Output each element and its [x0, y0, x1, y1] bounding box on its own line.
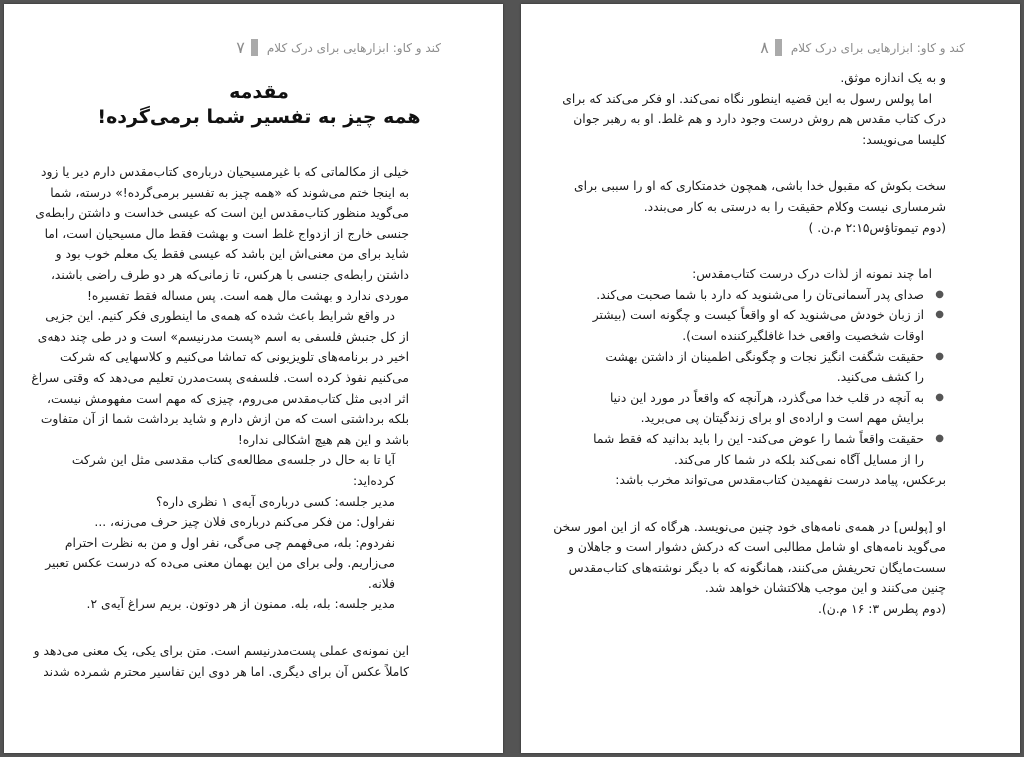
- text-line: کلیسا می‌نویسد:: [862, 132, 946, 147]
- bullet-icon: ●: [935, 391, 944, 403]
- text-line: برعکس، پیامد درست نفهمیدن کتاب‌مقدس می‌تواند مخرب باشد:: [615, 473, 946, 488]
- running-header: [760, 38, 965, 57]
- running-header: [236, 38, 441, 57]
- quote-reference: (دوم تیموتاؤس۲:۱۵ م.ن. ): [808, 220, 946, 235]
- chapter-subtitle: همه چیز به تفسیر شما برمی‌گرده!: [97, 106, 421, 128]
- quote-line: می‌گوید نامه‌های او شامل مطالبی است که درکش دشوار است و جاهلان و: [567, 540, 946, 555]
- bullet-text: به آنچه در قلب خدا می‌گذرد، هرآنچه که واقعاً در مورد این دنیا: [609, 390, 924, 405]
- dialogue-line: مدیر جلسه: کسی درباره‌ی آیه‌ی ۱ نظری داره؟: [155, 494, 395, 509]
- dialogue-line: می‌زاریم. ولی برای من این بهمان معنی می‌ده که درست عکس تعبیر: [45, 556, 395, 571]
- text-line: کرده‌اید:: [353, 473, 395, 488]
- quote-line: سست‌مایگان تحریفش می‌کنند، همانگونه که با دیگر نوشته‌های کتاب‌مقدس: [568, 560, 946, 575]
- text-line: شاید برای من معنی‌اش این باشد که عیسی فقط یک معلم خوب بود و: [55, 247, 409, 262]
- running-header-text: کند و کاو: ابزارهایی برای درک کلام: [790, 40, 965, 55]
- text-line: اثر ادبی مثل کتاب‌مقدس می‌روم، چیزی که مهم است مفهومش نیست،: [47, 391, 409, 406]
- quote-line: چنین می‌کنند و این موجب هلاکتشان خواهد شد.: [704, 581, 946, 596]
- page-number: ۸: [760, 38, 769, 57]
- bullet-item: [604, 388, 946, 409]
- text-line: اما پولس رسول به این قضیه اینطور نگاه نمی‌کند. او فکر می‌کند که برای: [562, 91, 932, 106]
- bullet-continuation: را از مسایل آگاه نمی‌کند بلکه در شما کار می‌کند.: [674, 452, 924, 467]
- paragraph-gap: [73, 615, 409, 641]
- text-line: خیلی از مکالماتی که با غیرمسیحیان درباره‌ی کتاب‌مقدس دارم دیر یا زود: [40, 165, 409, 179]
- bullet-text: حقیقت شگفت انگیز نجات و چگونگی اطمینان از داشتن بهشت: [605, 349, 924, 364]
- left-page: [4, 4, 503, 753]
- text-line: باشد و این هم هیچ اشکالی نداره!: [237, 432, 409, 447]
- text-line: این نمونه‌ی عملی پست‌مدرنیسم است. متن برای یکی، یک معنی می‌دهد و: [33, 644, 409, 659]
- bullet-icon: ●: [935, 309, 944, 321]
- running-header-text: کند و کاو: ابزارهایی برای درک کلام: [266, 40, 441, 55]
- chapter-titles: [79, 80, 439, 130]
- paragraph-gap: [604, 150, 946, 176]
- paragraph-gap: [604, 491, 946, 517]
- text-line: بلکه برداشتی است که من ازش دارم و شاید برداشت شما از آن متفاوت: [40, 412, 409, 427]
- bullet-text: از زبان خودش می‌شنوید که او واقعاً کیست و چگونه است (بیشتر: [592, 308, 924, 323]
- bullet-continuation: اوقات شخصیت واقعی خدا غافلگیرکننده است).: [682, 328, 924, 343]
- text-line: موردی ندارد و بهشت مال همه است. پس مساله فقط تفسیره!: [86, 288, 409, 303]
- right-page: [521, 4, 1020, 753]
- text-line: به اینجا ختم می‌شوند که «همه چیز به تفسیر برمی‌گرده!» درسته، شما: [50, 185, 409, 200]
- dialogue-line: فلانه.: [367, 576, 395, 591]
- text-line: درک کتاب مقدس هم روش درست وجود دارد و هم غلط. او به رهبر جوان: [573, 112, 946, 127]
- dialogue-line: نفراول: من فکر می‌کنم درباره‌ی فلان چیز حرف می‌زنه، ...: [94, 515, 395, 530]
- bullet-icon: ●: [935, 288, 944, 300]
- bullet-text: صدای پدر آسمانی‌تان را می‌شنوید که دارد با شما صحبت می‌کند.: [596, 287, 924, 302]
- quote-line: او [پولس] در همه‌ی نامه‌های خود چنین می‌نویسد. هرگاه که از این امور سخن: [553, 519, 946, 534]
- bullet-item: [596, 285, 946, 306]
- text-line: می‌کنیم نفوذ کرده است. فلسفه‌ی پست‌مدرن تعلیم می‌دهد که وقتی سراغ: [31, 370, 409, 385]
- bullet-continuation: برایش مهم است و اراده‌ی او برای زندگیتان پی می‌برید.: [640, 411, 924, 426]
- bullet-item: [593, 429, 946, 450]
- text-line: می‌گوید منظور کتاب‌مقدس این است که عیسی خداست و داشتن رابطه‌ی: [35, 206, 409, 221]
- header-bar: [251, 39, 258, 56]
- bullet-icon: ●: [935, 350, 944, 362]
- dialogue-line: مدیر جلسه: بله، بله. ممنون از هر دوتون. بریم سراغ آیه‌ی ۲.: [86, 597, 395, 612]
- quote-line: شرمساری نیست وکلام حقیقت را به درستی به کار می‌بندد.: [643, 199, 946, 214]
- bullet-icon: ●: [935, 432, 944, 444]
- bullet-continuation: را کشف می‌کنید.: [836, 370, 924, 385]
- page-number: ۷: [236, 38, 245, 57]
- body-text: [31, 162, 409, 682]
- chapter-title: مقدمه: [229, 81, 289, 103]
- text-line: و به یک اندازه موثق.: [840, 71, 946, 85]
- text-line: داشتن رابطه‌ی جنسی با هرکس، تا زمانی‌که هر دو طرف راضی باشند،: [50, 267, 409, 282]
- quote-reference: (دوم پطرس ۳: ۱۶ م.ن).: [817, 602, 946, 617]
- text-line: در واقع شرایط باعث شده که همه‌ی ما اینطوری فکر کنیم. این جزیی: [45, 309, 395, 324]
- bullet-item: [604, 347, 946, 368]
- dialogue-line: نفردوم: بله، می‌فهمم چی می‌گی، نفر اول و من به نظرت احترام: [64, 535, 395, 550]
- body-text: [553, 68, 946, 620]
- bullet-text: حقیقت واقعاً شما را عوض می‌کند- این را باید بدانید که فقط شما: [593, 431, 924, 446]
- text-line: جنسی خارج از ازدواج غلط است و بهشت فقط مال مسیحیان است، اما: [44, 226, 409, 241]
- bullet-item: [592, 305, 946, 326]
- text-line: اخیر در برنامه‌های تلویزیونی که تماشا می‌کنیم و کلاسهایی که شرکت: [60, 350, 409, 365]
- text-line: اما چند نمونه از لذات درک درست کتاب‌مقدس:: [692, 267, 932, 282]
- text-line: از کل جنبش فلسفی به اسم «پست مدرنیسم» است و در طی چند دهه‌ی: [37, 329, 409, 344]
- text-line: آیا تا به حال در جلسه‌ی مطالعه‌ی کتاب مقدسی مثل این شرکت: [71, 453, 395, 468]
- text-line: کاملاً عکس آن برای دیگری. اما هر دوی این تفاسیر محترم شمرده شدند: [43, 664, 409, 679]
- quote-line: سخت بکوش که مقبول خدا باشی، همچون خدمتکاری که او را سببی برای: [574, 179, 946, 194]
- header-bar: [775, 39, 782, 56]
- paragraph-gap: [604, 238, 946, 264]
